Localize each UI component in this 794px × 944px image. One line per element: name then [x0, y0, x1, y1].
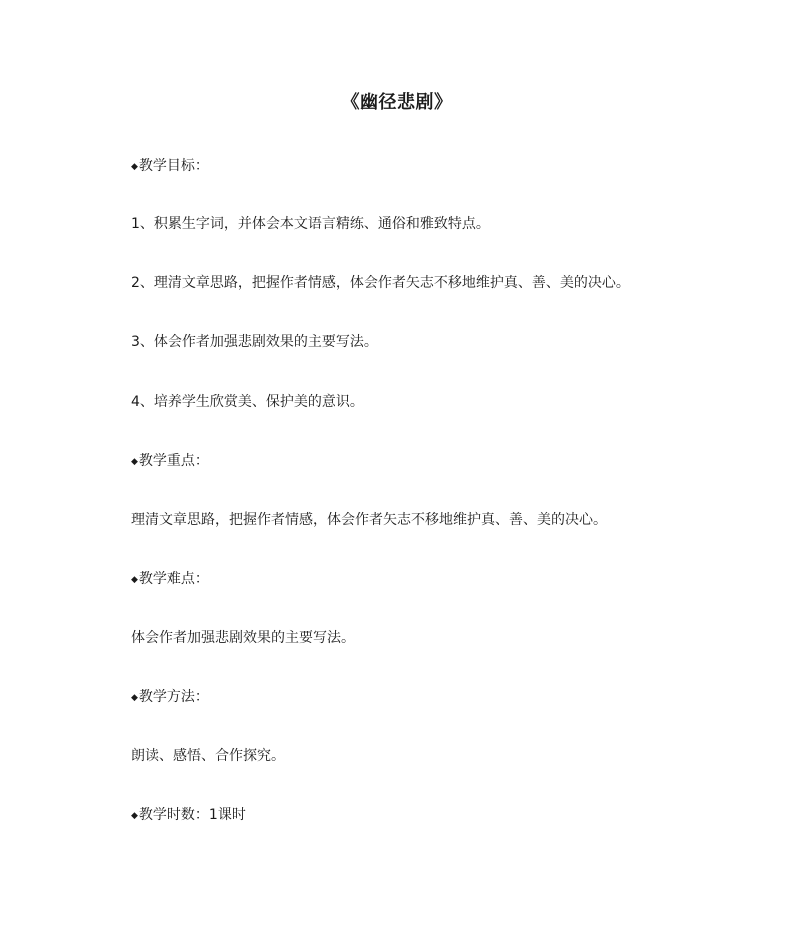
- diamond-bullet-icon: ◆: [131, 811, 138, 821]
- document-title: 《幽径悲剧》: [341, 92, 453, 113]
- key-point-text: 理清文章思路，把握作者情感，体会作者矢志不移地维护真、善、美的决心。: [131, 512, 607, 528]
- objective-item-2: 2、理清文章思路，把握作者情感，体会作者矢志不移地维护真、善、美的决心。: [131, 275, 630, 291]
- heading-label: 教学方法：: [138, 689, 209, 705]
- methods-text: 朗读、感悟、合作探究。: [131, 748, 285, 764]
- diamond-bullet-icon: ◆: [131, 457, 138, 467]
- objective-item-3: 3、体会作者加强悲剧效果的主要写法。: [131, 334, 378, 350]
- objective-item-1: 1、积累生字词，并体会本文语言精练、通俗和雅致特点。: [131, 216, 490, 232]
- heading-label: 教学时数：: [138, 807, 209, 823]
- diamond-bullet-icon: ◆: [131, 575, 138, 585]
- difficult-point-text: 体会作者加强悲剧效果的主要写法。: [131, 630, 355, 646]
- section-heading-difficult-point: [131, 569, 209, 590]
- section-heading-class-hours: [131, 805, 246, 826]
- heading-label: 教学重点：: [138, 453, 209, 469]
- section-heading-key-point: [131, 451, 209, 472]
- section-heading-objectives: [131, 156, 209, 177]
- heading-label: 教学目标：: [138, 158, 209, 174]
- diamond-bullet-icon: ◆: [131, 693, 138, 703]
- heading-label: 教学难点：: [138, 571, 209, 587]
- class-hours-value: 1课时: [208, 807, 246, 823]
- diamond-bullet-icon: ◆: [131, 162, 138, 172]
- section-heading-methods: [131, 687, 209, 708]
- objective-item-4: 4、培养学生欣赏美、保护美的意识。: [131, 394, 364, 410]
